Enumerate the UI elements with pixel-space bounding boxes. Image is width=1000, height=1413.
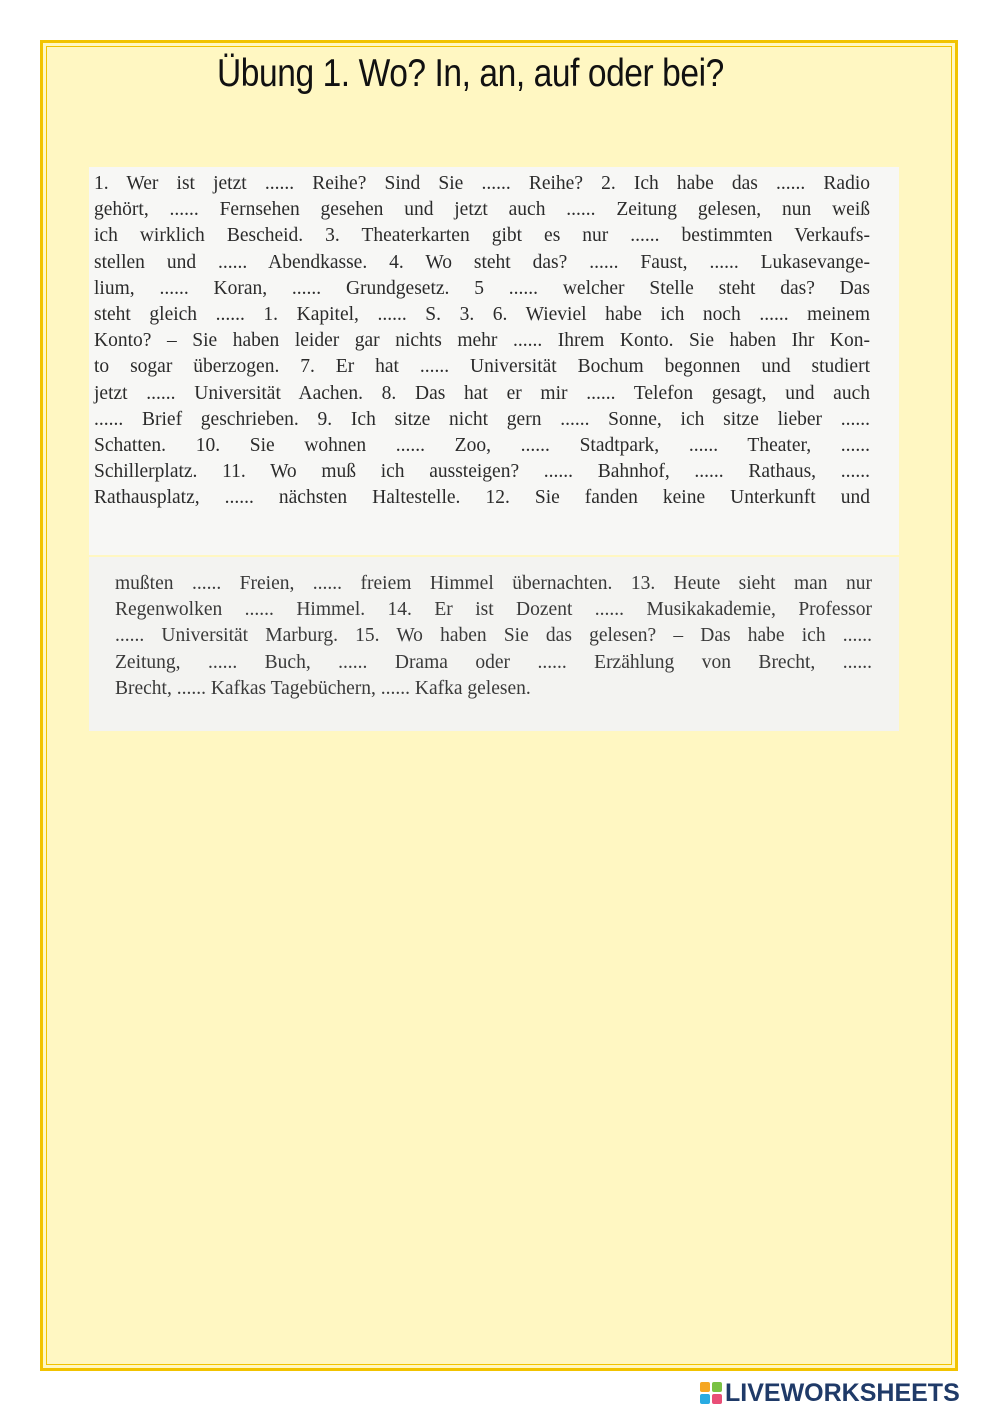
liveworksheets-logo	[700, 1378, 960, 1408]
exercise-line: ...... Universität Marburg. 15. Wo haben Sie das gelesen? – Das habe ich ......	[115, 625, 872, 647]
exercise-line: Schillerplatz. 11. Wo muß ich aussteigen? ...... Bahnhof, ...... Rathaus, ......	[94, 461, 870, 483]
exercise-line: steht gleich ...... 1. Kapitel, ...... S. 3. 6. Wieviel habe ich noch ...... meinem	[94, 304, 870, 326]
liveworksheets-logo-icon	[700, 1382, 722, 1404]
exercise-line: ...... Brief geschrieben. 9. Ich sitze nicht gern ...... Sonne, ich sitze lieber ......	[94, 408, 870, 430]
exercise-text-part-2	[115, 571, 872, 702]
exercise-line: Regenwolken ...... Himmel. 14. Er ist Dozent ...... Musikakademie, Professor	[115, 599, 872, 621]
exercise-line: to sogar überzogen. 7. Er hat ...... Universität Bochum begonnen und studiert	[94, 356, 870, 378]
exercise-line: mußten ...... Freien, ...... freiem Himmel übernachten. 13. Heute sieht man nur	[115, 573, 872, 594]
exercise-line: Brecht, ...... Kafkas Tagebüchern, ...... Kafka gelesen.	[115, 677, 531, 699]
exercise-line: stellen und ...... Abendkasse. 4. Wo steht das? ...... Faust, ...... Lukasevange-	[94, 251, 870, 273]
exercise-line: Schatten. 10. Sie wohnen ...... Zoo, ...... Stadtpark, ...... Theater, ......	[94, 435, 870, 457]
exercise-line: lium, ...... Koran, ...... Grundgesetz. 5 ...... welcher Stelle steht das? Das	[94, 277, 870, 299]
exercise-scan-part-2	[89, 557, 899, 731]
logo-text: LIVEWORKSHEETS	[725, 1378, 960, 1407]
exercise-text-part-1	[94, 171, 870, 512]
exercise-line: 1. Wer ist jetzt ...... Reihe? Sind Sie ...... Reihe? 2. Ich habe das ...... Radio	[94, 173, 870, 194]
exercise-line: jetzt ...... Universität Aachen. 8. Das hat er mir ...... Telefon gesagt, und auch	[94, 382, 870, 404]
exercise-line: Zeitung, ...... Buch, ...... Drama oder ...... Erzählung von Brecht, ......	[115, 651, 872, 673]
exercise-line: Konto? – Sie haben leider gar nichts mehr ...... Ihrem Konto. Sie haben Ihr Kon-	[94, 330, 870, 352]
exercise-line: Rathausplatz, ...... nächsten Haltestelle. 12. Sie fanden keine Unterkunft und	[94, 487, 870, 509]
exercise-scan-part-1	[89, 167, 899, 555]
exercise-line: gehört, ...... Fernsehen gesehen und jetzt auch ...... Zeitung gelesen, nun weiß	[94, 199, 870, 221]
exercise-line: ich wirklich Bescheid. 3. Theaterkarten gibt es nur ...... bestimmten Verkaufs-	[94, 225, 870, 247]
worksheet-title: Übung 1. Wo? In, an, auf oder bei?	[217, 52, 724, 95]
